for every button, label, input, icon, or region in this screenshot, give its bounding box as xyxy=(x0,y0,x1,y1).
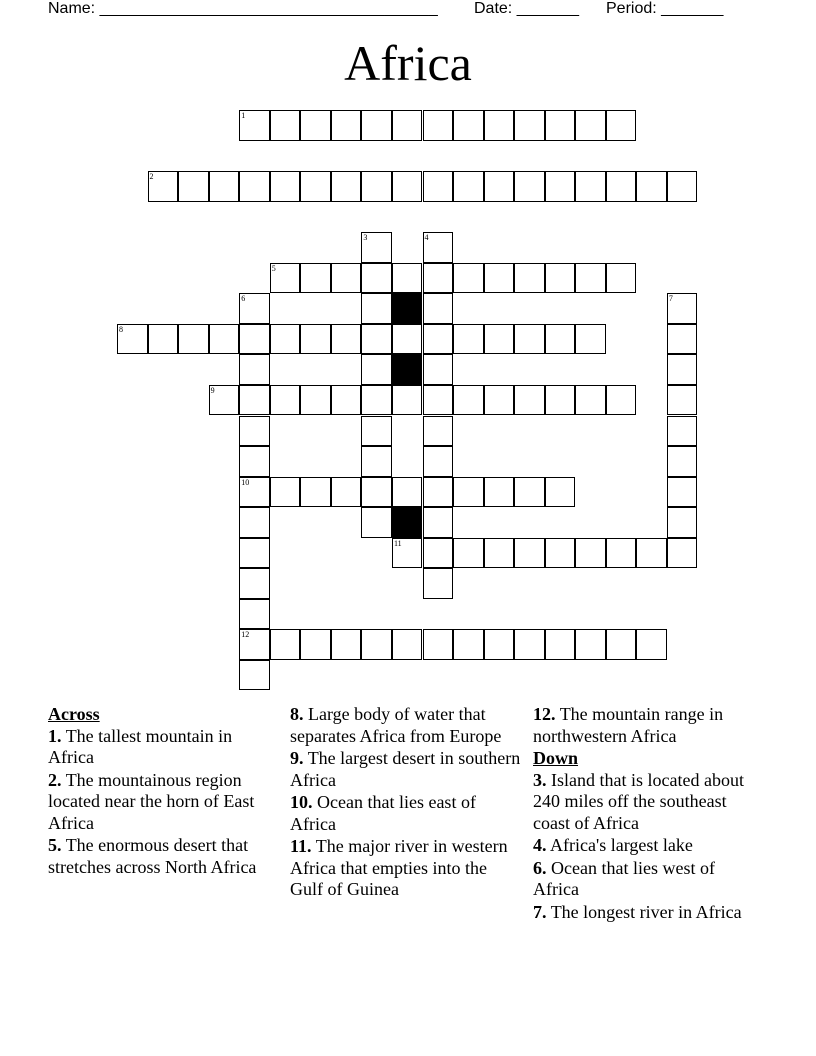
grid-cell[interactable] xyxy=(392,538,423,569)
grid-cell[interactable] xyxy=(392,629,423,660)
grid-cell[interactable] xyxy=(239,568,270,599)
grid-cell[interactable] xyxy=(423,171,454,202)
grid-cell[interactable] xyxy=(423,477,454,508)
grid-cell[interactable] xyxy=(606,629,637,660)
grid-cell[interactable] xyxy=(484,629,515,660)
down-heading: Down xyxy=(533,748,579,768)
grid-cell[interactable] xyxy=(361,263,392,294)
grid-cell[interactable] xyxy=(300,477,331,508)
grid-cell[interactable] xyxy=(514,263,545,294)
cell-number: 8 xyxy=(119,324,123,334)
grid-cell[interactable] xyxy=(239,385,270,416)
grid-cell[interactable] xyxy=(423,263,454,294)
grid-cell[interactable] xyxy=(453,324,484,355)
date-field[interactable]: Date: _______ xyxy=(474,0,579,17)
grid-cell[interactable] xyxy=(239,110,270,141)
cell-number: 2 xyxy=(149,172,154,182)
grid-cell[interactable] xyxy=(392,324,423,355)
clue-across-2: 2. The mountainous region located near the horn of East Africa xyxy=(48,769,255,833)
grid-cell[interactable] xyxy=(270,171,301,202)
clue-across-1: 1. The tallest mountain in Africa xyxy=(48,725,233,767)
grid-cell[interactable] xyxy=(606,538,637,569)
grid-cell[interactable] xyxy=(545,538,576,569)
grid-cell[interactable] xyxy=(423,232,454,263)
grid-cell[interactable] xyxy=(239,599,270,630)
grid-cell[interactable] xyxy=(361,354,392,385)
grid-cell[interactable] xyxy=(484,263,515,294)
grid-cell[interactable] xyxy=(239,324,270,355)
grid-cell[interactable] xyxy=(361,507,392,538)
grid-cell[interactable] xyxy=(331,629,362,660)
clue-across-5: 5. The enormous desert that stretches across North Africa xyxy=(48,835,257,877)
across-heading: Across xyxy=(48,704,100,724)
page-title: Africa xyxy=(344,35,472,91)
grid-cell[interactable] xyxy=(178,171,209,202)
grid-cell[interactable] xyxy=(423,538,454,569)
grid-cell[interactable] xyxy=(545,629,576,660)
grid-cell[interactable] xyxy=(361,385,392,416)
cell-number: 4 xyxy=(424,233,429,243)
grid-cell[interactable] xyxy=(667,446,698,477)
grid-cell[interactable] xyxy=(545,324,576,355)
clue-across-11: 11. The major river in western Africa that empties into the Gulf of Guinea xyxy=(290,836,508,899)
grid-cell[interactable] xyxy=(361,171,392,202)
grid-cell[interactable] xyxy=(392,171,423,202)
grid-cell[interactable] xyxy=(361,110,392,141)
clue-column-2 xyxy=(290,704,524,902)
grid-cell[interactable] xyxy=(514,629,545,660)
grid-cell[interactable] xyxy=(667,354,698,385)
grid-cell[interactable] xyxy=(423,629,454,660)
grid-cell[interactable] xyxy=(453,110,484,141)
grid-cell[interactable] xyxy=(239,629,270,660)
grid-cell[interactable] xyxy=(667,416,698,447)
period-field[interactable]: Period: _______ xyxy=(606,0,724,17)
grid-cell[interactable] xyxy=(453,477,484,508)
grid-cell[interactable] xyxy=(361,293,392,324)
grid-cell[interactable] xyxy=(514,171,545,202)
grid-cell[interactable] xyxy=(575,110,606,141)
clue-down-3: 3. Island that is located about 240 miles off the southeast coast of Africa xyxy=(533,769,744,833)
grid-cell[interactable] xyxy=(392,385,423,416)
grid-cell[interactable] xyxy=(575,324,606,355)
clue-down-7: 7. The longest river in Africa xyxy=(533,901,742,922)
grid-cell[interactable] xyxy=(361,416,392,447)
cell-number: 10 xyxy=(241,477,250,487)
grid-cell[interactable] xyxy=(575,629,606,660)
grid-cell[interactable] xyxy=(178,324,209,355)
grid-cell[interactable] xyxy=(636,629,667,660)
grid-cell[interactable] xyxy=(514,110,545,141)
grid-cell[interactable] xyxy=(331,477,362,508)
cell-number: 12 xyxy=(241,630,250,640)
grid-cell[interactable] xyxy=(270,324,301,355)
grid-cell[interactable] xyxy=(667,324,698,355)
grid-cell[interactable] xyxy=(545,110,576,141)
clue-down-4: 4. Africa's largest lake xyxy=(533,835,693,855)
name-field[interactable]: Name: ______________________________________ xyxy=(48,0,438,17)
grid-cell[interactable] xyxy=(667,477,698,508)
grid-cell[interactable] xyxy=(331,263,362,294)
grid-cell[interactable] xyxy=(545,477,576,508)
grid-cell[interactable] xyxy=(148,324,179,355)
clue-across-9: 9. The largest desert in southern Africa xyxy=(290,748,521,790)
cell-number: 1 xyxy=(241,111,246,120)
grid-cell[interactable] xyxy=(239,507,270,538)
grid-cell[interactable] xyxy=(514,538,545,569)
grid-cell[interactable] xyxy=(484,324,515,355)
grid-cell[interactable] xyxy=(361,324,392,355)
grid-cell[interactable] xyxy=(453,385,484,416)
grid-cell[interactable] xyxy=(484,477,515,508)
grid-cell[interactable] xyxy=(423,385,454,416)
grid-cell[interactable] xyxy=(300,385,331,416)
black-cell xyxy=(392,293,423,324)
grid-cell[interactable] xyxy=(667,507,698,538)
grid-cell[interactable] xyxy=(575,385,606,416)
grid-cell[interactable] xyxy=(545,171,576,202)
grid-cell[interactable] xyxy=(270,629,301,660)
clue-across-10: 10. Ocean that lies east of Africa xyxy=(290,792,476,834)
grid-cell[interactable] xyxy=(361,629,392,660)
grid-cell[interactable] xyxy=(453,171,484,202)
grid-cell[interactable] xyxy=(331,110,362,141)
grid-cell[interactable] xyxy=(423,416,454,447)
grid-cell[interactable] xyxy=(239,446,270,477)
grid-cell[interactable] xyxy=(484,385,515,416)
grid-cell[interactable] xyxy=(606,385,637,416)
grid-cell[interactable] xyxy=(270,110,301,141)
grid-cell[interactable] xyxy=(636,538,667,569)
grid-cell[interactable] xyxy=(453,629,484,660)
grid-cell[interactable] xyxy=(484,110,515,141)
grid-cell[interactable] xyxy=(484,538,515,569)
grid-cell[interactable] xyxy=(423,110,454,141)
cell-number: 5 xyxy=(271,263,276,273)
cell-number: 3 xyxy=(363,233,368,243)
grid-cell[interactable] xyxy=(545,385,576,416)
grid-cell[interactable] xyxy=(239,293,270,324)
grid-cell[interactable] xyxy=(239,477,270,508)
grid-cell[interactable] xyxy=(667,385,698,416)
black-cell xyxy=(392,354,423,385)
grid-cell[interactable] xyxy=(300,171,331,202)
grid-cell[interactable] xyxy=(423,507,454,538)
grid-cell[interactable] xyxy=(239,660,270,691)
grid-cell[interactable] xyxy=(423,354,454,385)
grid-cell[interactable] xyxy=(331,171,362,202)
grid-cell[interactable] xyxy=(239,416,270,447)
grid-cell[interactable] xyxy=(361,477,392,508)
grid-cell[interactable] xyxy=(331,324,362,355)
grid-cell[interactable] xyxy=(667,293,698,324)
grid-cell[interactable] xyxy=(331,385,362,416)
grid-cell[interactable] xyxy=(300,263,331,294)
grid-cell[interactable] xyxy=(423,446,454,477)
grid-cell[interactable] xyxy=(575,171,606,202)
grid-cell[interactable] xyxy=(575,263,606,294)
grid-cell[interactable] xyxy=(117,324,148,355)
grid-cell[interactable] xyxy=(667,171,698,202)
grid-cell[interactable] xyxy=(606,110,637,141)
grid-cell[interactable] xyxy=(453,538,484,569)
grid-cell[interactable] xyxy=(239,354,270,385)
grid-cell[interactable] xyxy=(270,477,301,508)
grid-cell[interactable] xyxy=(300,324,331,355)
cell-number: 6 xyxy=(241,294,246,304)
cell-number: 11 xyxy=(393,538,402,548)
grid-cell[interactable] xyxy=(209,385,240,416)
grid-cell[interactable] xyxy=(392,110,423,141)
grid-cell[interactable] xyxy=(606,263,637,294)
grid-cell[interactable] xyxy=(148,171,179,202)
grid-cell[interactable] xyxy=(514,477,545,508)
grid-cell[interactable] xyxy=(361,446,392,477)
grid-cell[interactable] xyxy=(209,171,240,202)
grid-cell[interactable] xyxy=(606,171,637,202)
clue-column-1 xyxy=(48,704,280,879)
grid-cell[interactable] xyxy=(667,538,698,569)
grid-cell[interactable] xyxy=(239,538,270,569)
grid-cell[interactable] xyxy=(636,171,667,202)
grid-cell[interactable] xyxy=(392,263,423,294)
grid-cell[interactable] xyxy=(423,293,454,324)
clue-down-6: 6. Ocean that lies west of Africa xyxy=(533,857,715,899)
grid-cell[interactable] xyxy=(575,538,606,569)
clue-across-12: 12. The mountain range in northwestern Africa xyxy=(533,704,724,746)
grid-cell[interactable] xyxy=(270,263,301,294)
grid-cell[interactable] xyxy=(392,477,423,508)
grid-cell[interactable] xyxy=(423,568,454,599)
grid-cell[interactable] xyxy=(545,263,576,294)
grid-cell[interactable] xyxy=(239,171,270,202)
grid-cell[interactable] xyxy=(209,324,240,355)
grid-cell[interactable] xyxy=(453,263,484,294)
grid-cell[interactable] xyxy=(300,629,331,660)
grid-cell[interactable] xyxy=(514,324,545,355)
cell-number: 9 xyxy=(210,385,215,395)
clue-column-3 xyxy=(533,704,755,924)
cell-number: 7 xyxy=(668,294,673,304)
grid-cell[interactable] xyxy=(423,324,454,355)
grid-cell[interactable] xyxy=(361,232,392,263)
grid-cell[interactable] xyxy=(270,385,301,416)
grid-cell[interactable] xyxy=(484,171,515,202)
grid-cell[interactable] xyxy=(514,385,545,416)
black-cell xyxy=(392,507,423,538)
grid-cell[interactable] xyxy=(300,110,331,141)
clue-across-8: 8. Large body of water that separates Africa from Europe xyxy=(290,704,502,746)
